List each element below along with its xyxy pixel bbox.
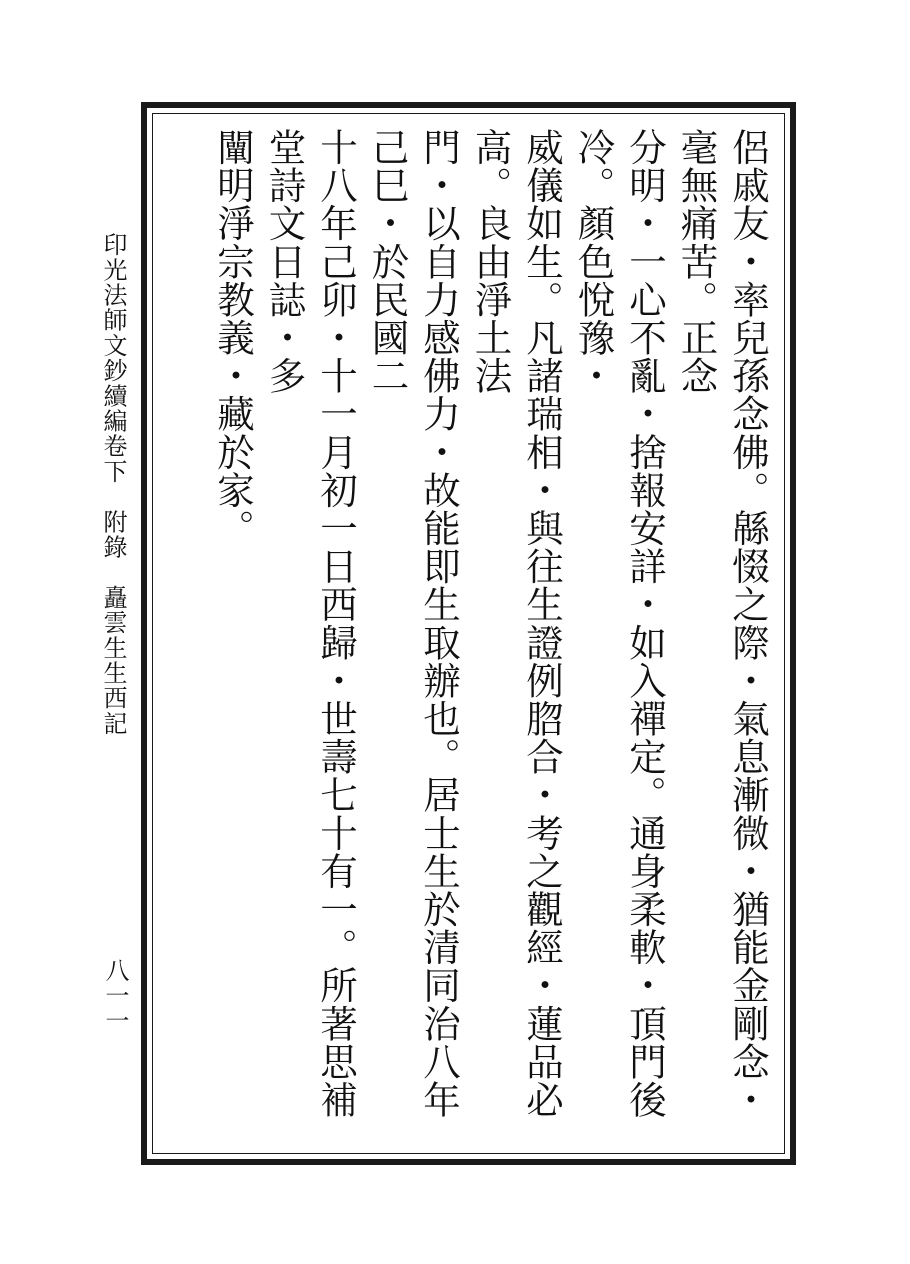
- page-number: 八一一: [101, 958, 129, 1033]
- text-column-1: 侶戚友・率兒孫念佛。緜惙之際・氣息漸微・猶能金剛念・毫無痛苦。正念: [674, 128, 770, 1119]
- body-text: [211, 128, 773, 1138]
- text-column-3: 威儀如生。凡諸瑞相・與往生證例脗合・考之觀經・蓮品必高。良由淨土法: [468, 128, 564, 1119]
- text-column-2: 分明・一心不亂・捨報安詳・如入禪定。通身柔軟・頂門後冷。顏色悅豫・: [571, 128, 667, 1119]
- text-column-6: 闡明淨宗教義・藏於家。: [211, 128, 255, 548]
- text-column-5: 十八年己卯・十一月初一日西歸・世壽七十有一。所著思補堂詩文日誌・多: [262, 128, 358, 1119]
- text-column-4: 門・以自力感佛力・故能即生取辦也。居士生於清同治八年己巳・於民國二: [365, 128, 461, 1119]
- running-header: 印光法師文鈔續編卷下 附錄 矗雲生生西記: [99, 232, 127, 736]
